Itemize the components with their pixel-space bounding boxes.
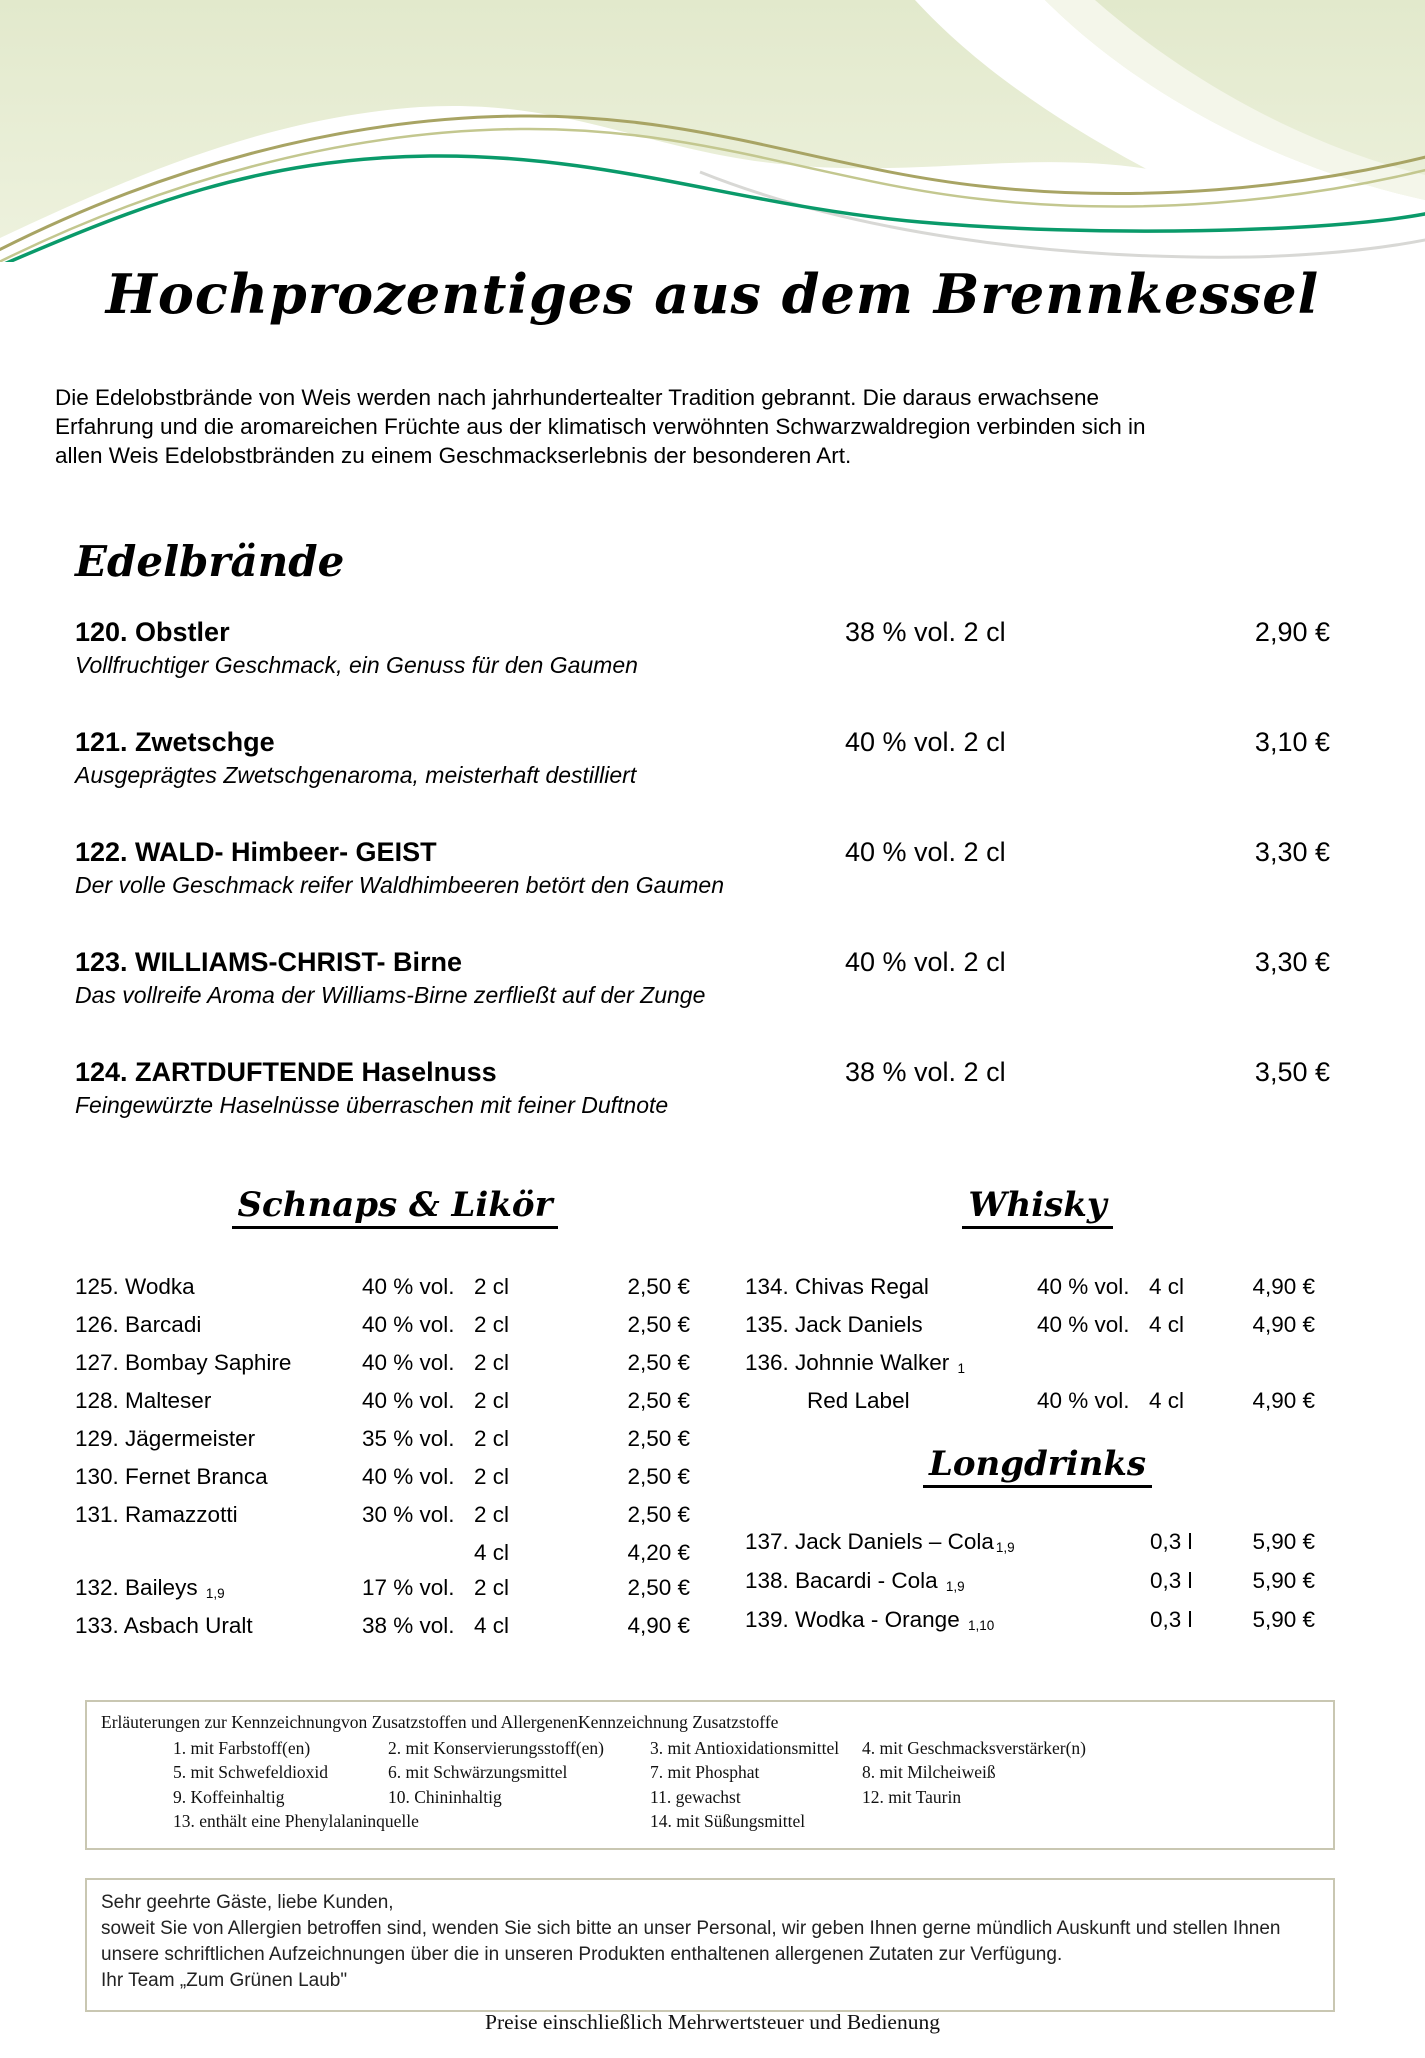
item-price: [1207, 1345, 1330, 1383]
item-name: 121. Zwetschge: [75, 727, 275, 757]
item-volume: 40 % vol. 2 cl: [845, 727, 1006, 757]
legend-row: [101, 1760, 1319, 1785]
whisky-heading: Whisky: [962, 1185, 1112, 1229]
item-size: 2 cl: [474, 1388, 510, 1413]
item-volume: [362, 1535, 474, 1570]
item-price: 2,50 €: [627, 1388, 690, 1413]
item-size: 0,3 l: [1150, 1529, 1193, 1554]
additive-mark: 1,10: [967, 1618, 995, 1633]
item-volume: 40 % vol.: [1037, 1274, 1130, 1299]
menu-item: [75, 614, 1330, 680]
item-volume: [1037, 1345, 1149, 1383]
item-price: 2,50 €: [627, 1274, 690, 1299]
legend-item: 14. mit Süßungsmittel: [650, 1811, 806, 1831]
item-price: 4,90 €: [1252, 1274, 1315, 1299]
item-name: 133. Asbach Uralt: [75, 1613, 253, 1638]
item-description: Ausgeprägtes Zwetschgenaroma, meisterhaft destilliert: [75, 762, 637, 788]
item-name: 122. WALD- Himbeer- GEIST: [75, 837, 437, 867]
item-name: 120. Obstler: [75, 617, 230, 647]
item-volume: 38 % vol. 2 cl: [845, 1057, 1006, 1087]
intro-line: Erfahrung und die aromareichen Früchte aus der klimatisch verwöhnten Schwarzwaldregion verbinden sich in: [55, 414, 1146, 439]
item-price: 5,90 €: [1252, 1529, 1315, 1554]
legend-item: 1. mit Farbstoff(en): [173, 1737, 311, 1758]
item-volume: 40 % vol.: [362, 1464, 455, 1489]
item-price: 5,90 €: [1252, 1607, 1315, 1632]
menu-row: [75, 1570, 715, 1608]
menu-row: [75, 1421, 715, 1459]
legend-item: 4. mit Geschmacksverstärker(n): [862, 1737, 1087, 1758]
schnaps-heading: Schnaps & Likör: [232, 1185, 559, 1229]
notice-line: soweit Sie von Allergien betroffen sind, wenden Sie sich bitte an unser Personal, wir geben Ihnen gerne mündlich Auskunft und stellen Ihnen: [101, 1918, 1281, 1939]
item-size: 2 cl: [474, 1350, 510, 1375]
item-size: 4 cl: [1149, 1312, 1185, 1337]
item-name: 123. WILLIAMS-CHRIST- Birne: [75, 947, 463, 977]
legend-item: 8. mit Milcheiweiß: [862, 1762, 996, 1782]
item-size: 4 cl: [1149, 1274, 1185, 1299]
item-size: 4 cl: [1149, 1388, 1185, 1413]
header-wave-graphic: [0, 0, 1425, 262]
item-volume: 40 % vol.: [1037, 1312, 1130, 1337]
item-price: 2,50 €: [627, 1350, 690, 1375]
menu-item: [75, 1054, 1330, 1120]
item-volume: 40 % vol.: [362, 1388, 455, 1413]
item-size: 2 cl: [474, 1312, 510, 1337]
item-name: 125. Wodka: [75, 1274, 195, 1299]
menu-row: [745, 1602, 1330, 1641]
legend-row: [101, 1809, 1319, 1834]
item-volume: 38 % vol. 2 cl: [845, 617, 1006, 647]
item-name: 139. Wodka - Orange 1,10: [745, 1607, 995, 1633]
item-name: 131. Ramazzotti: [75, 1502, 238, 1527]
item-name: 134. Chivas Regal: [745, 1274, 929, 1299]
legend-item: 10. Chininhaltig: [388, 1786, 502, 1807]
item-price: 4,20 €: [627, 1540, 690, 1565]
page-title: Hochprozentiges aus dem Brennkessel: [105, 262, 1320, 326]
legend-item: 11. gewachst: [650, 1786, 741, 1807]
item-name: 135. Jack Daniels: [745, 1312, 923, 1337]
menu-row: [75, 1269, 715, 1307]
item-price: 2,50 €: [627, 1575, 690, 1600]
item-volume: 40 % vol.: [362, 1312, 455, 1337]
legend-item: 7. mit Phosphat: [650, 1762, 760, 1782]
notice-line: unsere schriftlichen Aufzeichnungen über die in unseren Produkten enthaltenen allergenen Zutaten zur Verfügung.: [101, 1944, 1063, 1965]
item-name: 138. Bacardi - Cola 1,9: [745, 1568, 965, 1594]
item-price: 2,50 €: [627, 1464, 690, 1489]
item-name: 137. Jack Daniels – Cola 1,9: [745, 1529, 1015, 1555]
item-name: [75, 1535, 362, 1570]
item-price: 5,90 €: [1252, 1568, 1315, 1593]
price-footer-note: Preise einschließlich Mehrwertsteuer und Bedienung: [485, 2010, 940, 2034]
item-price: 3,50 €: [1254, 1057, 1330, 1087]
item-size: [1149, 1345, 1207, 1383]
item-volume: 40 % vol.: [1037, 1388, 1130, 1413]
item-name: Red Label: [807, 1388, 910, 1413]
item-volume: 38 % vol.: [362, 1613, 455, 1638]
notice-line: Sehr geehrte Gäste, liebe Kunden,: [101, 1892, 394, 1913]
menu-row: [745, 1383, 1330, 1418]
item-volume: 17 % vol.: [362, 1575, 455, 1600]
additive-mark: 1,9: [205, 1586, 225, 1601]
item-size: 4 cl: [474, 1613, 510, 1638]
item-description: Vollfruchtiger Geschmack, ein Genuss für den Gaumen: [75, 652, 638, 678]
legend-title: Erläuterungen zur Kennzeichnungvon Zusatzstoffen und AllergenenKennzeichnung Zusatzstoffe: [101, 1712, 779, 1732]
menu-row: [75, 1307, 715, 1345]
item-size: 0,3 l: [1150, 1568, 1193, 1593]
legend-item: 6. mit Schwärzungsmittel: [388, 1762, 568, 1782]
item-price: 3,30 €: [1254, 837, 1330, 867]
menu-item: [75, 724, 1330, 790]
section-middle: [0, 1185, 1425, 1665]
menu-item: [75, 944, 1330, 1010]
item-price: 2,50 €: [627, 1312, 690, 1337]
item-price: 4,90 €: [1252, 1312, 1315, 1337]
item-volume: 40 % vol. 2 cl: [845, 837, 1006, 867]
legend-item: [388, 1809, 650, 1834]
legend-item: 13. enthält eine Phenylalaninquelle: [173, 1811, 419, 1831]
item-description: Das vollreife Aroma der Williams-Birne zerfließt auf der Zunge: [75, 982, 706, 1008]
item-size: 2 cl: [474, 1575, 510, 1600]
item-size: 0,3 l: [1150, 1607, 1193, 1632]
menu-row: [745, 1563, 1330, 1602]
item-price: 4,90 €: [627, 1613, 690, 1638]
item-name: 127. Bombay Saphire: [75, 1350, 292, 1375]
menu-row: [75, 1459, 715, 1497]
item-volume: 40 % vol. 2 cl: [845, 947, 1006, 977]
item-price: 2,90 €: [1254, 617, 1330, 647]
menu-item: [75, 834, 1330, 900]
allergy-notice-box: [85, 1878, 1335, 2012]
item-size: 2 cl: [474, 1502, 510, 1527]
legend-item: 3. mit Antioxidationsmittel: [650, 1737, 840, 1758]
item-price: 2,50 €: [627, 1426, 690, 1451]
menu-row: [75, 1535, 715, 1570]
legend-item: 12. mit Taurin: [862, 1786, 962, 1807]
item-volume: 30 % vol.: [362, 1502, 455, 1527]
longdrinks-heading: Longdrinks: [923, 1444, 1152, 1488]
item-price: 4,90 €: [1252, 1388, 1315, 1413]
section-schnaps-likoer: [75, 1185, 715, 1643]
item-name: 126. Barcadi: [75, 1312, 202, 1337]
additives-legend-box: [85, 1700, 1335, 1850]
menu-row: [75, 1608, 715, 1643]
item-size: 2 cl: [474, 1274, 510, 1299]
edelbraende-heading: Edelbrände: [75, 537, 345, 586]
additive-mark: 1,9: [945, 1579, 965, 1594]
item-price: 3,10 €: [1254, 727, 1330, 757]
legend-item: 2. mit Konservierungsstoff(en): [388, 1737, 604, 1758]
intro-line: allen Weis Edelobstbränden zu einem Geschmackserlebnis der besonderen Art.: [55, 443, 852, 468]
item-description: Der volle Geschmack reifer Waldhimbeeren betört den Gaumen: [75, 872, 724, 898]
item-description: Feingewürzte Haselnüsse überraschen mit feiner Duftnote: [75, 1092, 669, 1118]
menu-row: [75, 1345, 715, 1383]
menu-row: [75, 1383, 715, 1421]
notice-line: Ihr Team „Zum Grünen Laub": [101, 1970, 348, 1991]
menu-row: [745, 1524, 1330, 1563]
item-volume: 40 % vol.: [362, 1274, 455, 1299]
legend-item: 5. mit Schwefeldioxid: [173, 1762, 329, 1782]
section-whisky: [745, 1185, 1330, 1641]
item-name: 132. Baileys 1,9: [75, 1575, 225, 1601]
item-name: 136. Johnnie Walker 1: [745, 1350, 966, 1376]
menu-row: [745, 1345, 1330, 1383]
additive-mark: 1,9: [995, 1540, 1015, 1555]
item-volume: 35 % vol.: [362, 1426, 455, 1451]
item-price: 2,50 €: [627, 1502, 690, 1527]
item-volume: 40 % vol.: [362, 1350, 455, 1375]
legend-item: 9. Koffeinhaltig: [173, 1786, 285, 1807]
item-size: 2 cl: [474, 1426, 510, 1451]
legend-item: [862, 1809, 1319, 1834]
item-name: 124. ZARTDUFTENDE Haselnuss: [75, 1057, 497, 1087]
intro-line: Die Edelobstbrände von Weis werden nach jahrhundertealter Tradition gebrannt. Die daraus erwachsene: [55, 385, 1099, 410]
section-longdrinks: [745, 1444, 1330, 1490]
legend-row: [101, 1736, 1319, 1761]
menu-row: [745, 1269, 1330, 1307]
menu-row: [745, 1307, 1330, 1345]
item-name: 129. Jägermeister: [75, 1426, 256, 1451]
item-size: 4 cl: [474, 1540, 510, 1565]
item-name: 130. Fernet Branca: [75, 1464, 268, 1489]
item-size: 2 cl: [474, 1464, 510, 1489]
additive-mark: 1: [957, 1361, 966, 1376]
item-name: 128. Malteser: [75, 1388, 212, 1413]
menu-row: [75, 1497, 715, 1535]
item-price: 3,30 €: [1254, 947, 1330, 977]
legend-row: [101, 1785, 1319, 1810]
section-edelbraende: [75, 536, 1330, 1164]
intro-paragraph: [55, 383, 1385, 470]
